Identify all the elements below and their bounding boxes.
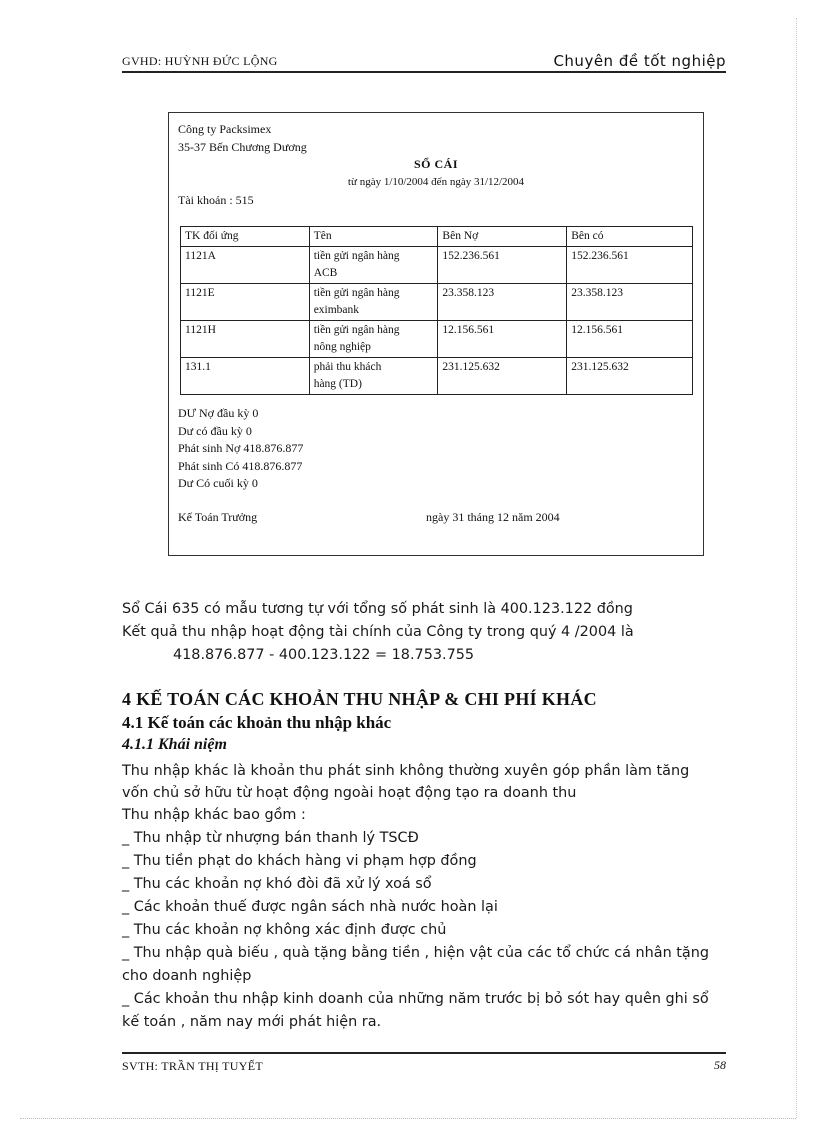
list-item: _ Thu các khoản nợ không xác định được chủ — [122, 922, 447, 938]
subsection-heading: 4.1 Kế toán các khoản thu nhập khác — [122, 713, 392, 732]
cell-name-line2: eximbank — [313, 304, 360, 316]
ledger-header-row — [181, 227, 693, 247]
cell-debit: 231.125.632 — [438, 358, 567, 395]
table-row — [181, 358, 693, 395]
list-item: vốn chủ sở hữu từ hoạt động ngoài hoạt động tạo ra doanh thu — [122, 785, 577, 801]
list-item: _ Thu các khoản nợ khó đòi đã xử lý xoá sổ — [122, 876, 432, 892]
list-item: _ Thu tiền phạt do khách hàng vi phạm hợp đồng — [122, 853, 477, 869]
ledger-address: 35-37 Bến Chương Dương — [178, 140, 307, 154]
col-header-debit: Bên Nợ — [438, 227, 567, 247]
cell-account: 1121H — [181, 321, 310, 358]
list-item: Thu nhập khác bao gồm : — [122, 807, 306, 823]
ledger-period: từ ngày 1/10/2004 đến ngày 31/12/2004 — [347, 176, 525, 188]
col-header-credit: Bên có — [567, 227, 693, 247]
table-row — [181, 247, 693, 284]
paragraph-ledger-635: Sổ Cái 635 có mẫu tương tự với tổng số phát sinh là 400.123.122 đồng — [122, 601, 633, 617]
cell-account: 1121E — [181, 284, 310, 321]
cell-debit: 12.156.561 — [438, 321, 567, 358]
cell-name-line1: tiền gửi ngân hàng — [313, 287, 400, 299]
ledger-title: SỔ CÁI — [413, 157, 458, 171]
cell-name — [309, 247, 438, 284]
header-title: Chuyên đề tốt nghiệp — [553, 52, 726, 70]
list-item: kế toán , năm nay mới phát hiện ra. — [122, 1014, 382, 1030]
list-item: _ Các khoản thu nhập kinh doanh của những năm trước bị bỏ sót hay quên ghi sổ — [122, 991, 709, 1007]
col-header-account: TK đối ứng — [181, 227, 310, 247]
cell-credit: 23.358.123 — [567, 284, 693, 321]
footer-student: SVTH: TRẦN THỊ TUYẾT — [122, 1059, 263, 1073]
summary-opening-credit: Dư có đầu kỳ 0 — [178, 424, 252, 438]
cell-credit: 12.156.561 — [567, 321, 693, 358]
table-row — [181, 321, 693, 358]
page-edge-bottom — [20, 1118, 796, 1119]
ledger-table — [180, 226, 693, 395]
cell-debit: 152.236.561 — [438, 247, 567, 284]
paragraph-calculation: 418.876.877 - 400.123.122 = 18.753.755 — [173, 647, 475, 663]
ledger-account: Tài khoản : 515 — [178, 193, 254, 207]
summary-opening-debit: DƯ Nợ đầu kỳ 0 — [178, 406, 259, 420]
ledger-signer: Kế Toán Trưởng — [178, 510, 258, 524]
footer-rule — [122, 1052, 726, 1054]
summary-credit-total: Phát sinh Có 418.876.877 — [178, 459, 303, 473]
cell-name-line1: phải thu khách — [313, 361, 382, 373]
cell-name — [309, 321, 438, 358]
table-row — [181, 284, 693, 321]
header-instructor: GVHD: HUỲNH ĐỨC LỘNG — [122, 54, 278, 68]
cell-name-line1: tiền gửi ngân hàng — [313, 324, 400, 336]
ledger-company: Công ty Packsimex — [178, 122, 272, 136]
cell-name-line2: hàng (TD) — [313, 378, 362, 390]
cell-account: 131.1 — [181, 358, 310, 395]
summary-debit-total: Phát sinh Nợ 418.876.877 — [178, 441, 304, 455]
cell-debit: 23.358.123 — [438, 284, 567, 321]
page-edge-right — [796, 18, 797, 1118]
list-item: Thu nhập khác là khoản thu phát sinh không thường xuyên góp phần làm tăng — [122, 763, 690, 779]
cell-name — [309, 358, 438, 395]
list-item: cho doanh nghiệp — [122, 968, 252, 984]
page-number: 58 — [714, 1058, 726, 1072]
cell-credit: 231.125.632 — [567, 358, 693, 395]
paragraph-result: Kết quả thu nhập hoạt động tài chính của Công ty trong quý 4 /2004 là — [122, 624, 634, 640]
list-item: _ Thu nhập từ nhượng bán thanh lý TSCĐ — [122, 830, 419, 846]
list-item: _ Các khoản thuế được ngân sách nhà nước hoàn lại — [122, 899, 498, 915]
list-item: _ Thu nhập quà biếu , quà tặng bằng tiền , hiện vật của các tổ chức cá nhân tặng — [122, 945, 709, 961]
cell-name — [309, 284, 438, 321]
cell-name-line1: tiền gửi ngân hàng — [313, 250, 400, 262]
section-heading: 4 KẾ TOÁN CÁC KHOẢN THU NHẬP & CHI PHÍ KHÁC — [122, 689, 597, 709]
cell-name-line2: nông nghiệp — [313, 341, 371, 353]
summary-closing-credit: Dư Có cuối kỳ 0 — [178, 476, 258, 490]
cell-credit: 152.236.561 — [567, 247, 693, 284]
cell-name-line2: ACB — [313, 267, 338, 279]
col-header-name: Tên — [309, 227, 438, 247]
subsubsection-heading: 4.1.1 Khái niệm — [122, 736, 227, 753]
header-rule — [122, 71, 726, 73]
cell-account: 1121A — [181, 247, 310, 284]
ledger-box — [168, 112, 704, 556]
ledger-date: ngày 31 tháng 12 năm 2004 — [426, 510, 560, 524]
